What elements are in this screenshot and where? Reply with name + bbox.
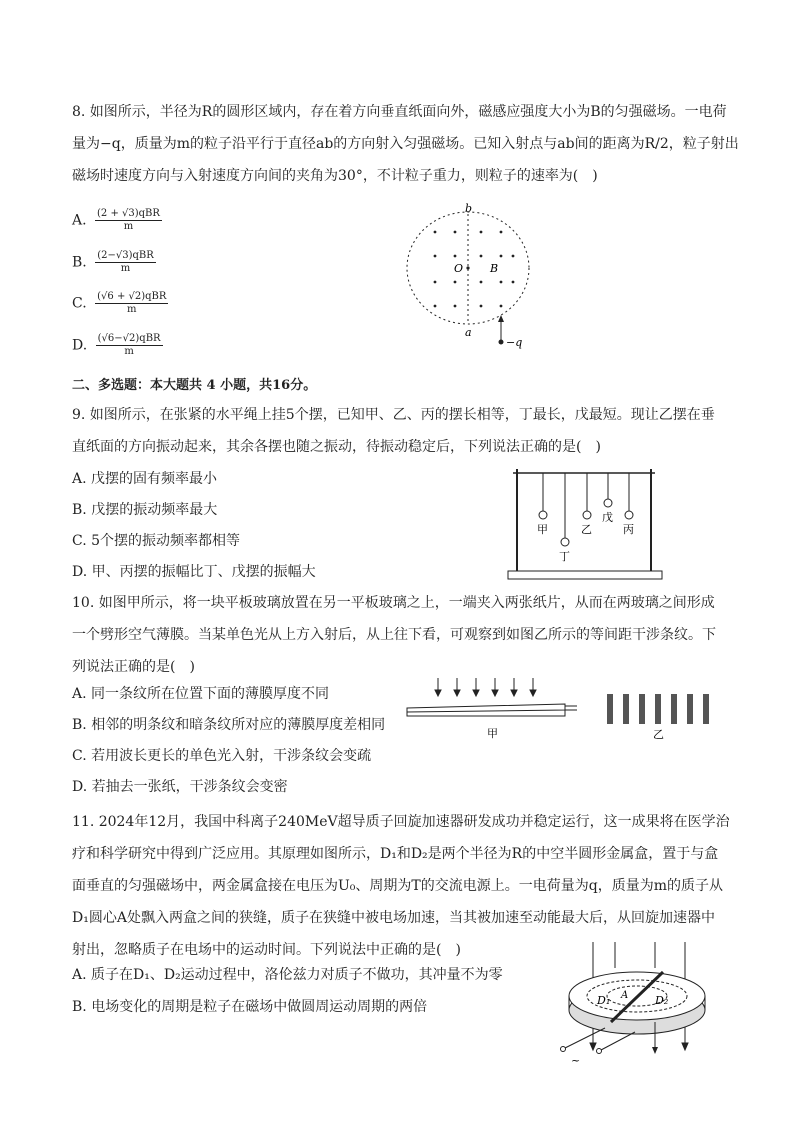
q11-line-5: 射出，忽略质子在电场中的运动时间。下列说法中正确的是( ) (72, 942, 461, 958)
q10-option-d[interactable]: D. 若抽去一张纸，干涉条纹会变密 (72, 779, 288, 795)
q9-line-1: 9. 如图所示，在张紧的水平绳上挂5个摆，已知甲、乙、丙的摆长相等，丁最长，戊最短。现让乙摆在垂 (72, 407, 715, 423)
label-bing: 丙 (623, 523, 634, 536)
q10-option-c[interactable]: C. 若用波长更长的单色光入射，干涉条纹会变疏 (72, 748, 372, 764)
ac-source-label: ~ (571, 1054, 581, 1066)
q11-line-1: 11. 2024年12月，我国中科离子240MeV超导质子回旋加速器研发成功并稳定运行，这一成果将在医学治 (72, 814, 730, 830)
label-jia: 甲 (487, 727, 498, 740)
q11-cyclotron-figure (555, 938, 715, 1066)
q9-line-2: 直纸面的方向振动起来，其余各摆也随之振动，待振动稳定后，下列说法正确的是( ) (72, 439, 601, 455)
label-charge: −q (506, 336, 523, 349)
question-8 (72, 96, 739, 192)
q8-option-a[interactable]: A. $\frac{\text{(2 + √3)qBR}}{m}$ (72, 208, 160, 232)
field-dots (434, 231, 515, 308)
q8-option-d[interactable]: D. $\frac{\text{(√6−√2)qBR}}{m}$ (72, 333, 161, 357)
q8-option-c-denominator: m (127, 304, 137, 315)
q11-option-b[interactable]: B. 电场变化的周期是粒子在磁场中做圆周运动周期的两倍 (72, 999, 428, 1015)
label-yi: 乙 (653, 728, 664, 741)
q8-line-1: 8. 如图所示，半径为R的圆形区域内，存在着方向垂直纸面向外，磁感应强度大小为B的匀强磁场。一电荷 (72, 104, 727, 120)
q8-option-c[interactable]: C. $\frac{\text{(√6 + √2)qBR}}{m}$ (72, 291, 167, 315)
light-arrows (435, 678, 536, 696)
particle-dot (499, 340, 504, 345)
q8-option-d-numerator: (√6−√2)qBR (97, 333, 161, 344)
q11-line-4: D₁圆心A处飘入两盒之间的狭缝，质子在狭缝中被电场加速，当其被加速至动能最大后，从回旋加速器中 (72, 910, 715, 926)
section-multiple-choice-heading: 二、多选题：本大题共 4 小题，共16分。 (72, 378, 317, 393)
pendulum-yi (583, 511, 591, 519)
q8-option-a-numerator: (2 + √3)qBR (97, 208, 160, 219)
q10-line-3: 列说法正确的是( ) (72, 659, 195, 675)
glass-top (407, 704, 565, 712)
q9-option-b[interactable]: B. 戊摆的振动频率最大 (72, 502, 218, 518)
pendulum-jia (539, 511, 547, 519)
label-a: a (465, 326, 472, 339)
label-b: b (465, 202, 473, 215)
pendulum-ding (561, 538, 569, 546)
label-d2: D₂ (655, 994, 669, 1007)
q10-line-2: 一个劈形空气薄膜。当某单色光从上方入射后，从上往下看，可观察到如图乙所示的等间距干涉条纹。下 (72, 627, 716, 643)
label-field-b: B (490, 262, 499, 275)
label-wu: 戊 (602, 511, 613, 524)
q9-option-a[interactable]: A. 戊摆的固有频率最小 (72, 471, 218, 487)
pendulum-wu (604, 499, 612, 507)
q8-magnetic-field-figure (405, 200, 565, 360)
base (508, 571, 662, 579)
label-yi: 乙 (581, 523, 592, 536)
q8-line-3: 磁场时速度方向与入射速度方向间的夹角为30°，不计粒子重力，则粒子的速率为( ) (72, 168, 598, 184)
label-ding: 丁 (559, 550, 570, 563)
q8-option-b[interactable]: B. $\frac{\text{(2−√3)qBR}}{m}$ (72, 250, 154, 274)
q8-option-a-denominator: m (123, 221, 134, 232)
label-d1: D₁ (597, 994, 611, 1007)
label-o: O (454, 262, 464, 275)
pendulum-bing (625, 511, 633, 519)
label-jia: 甲 (537, 523, 548, 536)
q8-option-c-numerator: (√6 + √2)qBR (97, 291, 167, 302)
q8-option-b-denominator: m (120, 263, 131, 274)
q10-line-1: 10. 如图甲所示，将一块平板玻璃放置在另一平板玻璃之上，一端夹入两张纸片，从而在两玻璃之间形成 (72, 595, 715, 611)
label-a: A (621, 990, 629, 1001)
q9-option-d[interactable]: D. 甲、丙摆的振幅比丁、戊摆的振幅大 (72, 564, 316, 580)
q8-line-2: 量为−q，质量为m的粒子沿平行于直径ab的方向射入匀强磁场。已知入射点与ab间的距离为R/2，粒子射出 (72, 136, 739, 152)
q8-option-b-numerator: (2−√3)qBR (97, 250, 154, 261)
q11-line-2: 疗和科学研究中得到广泛应用。其原理如图所示，D₁和D₂是两个半径为R的中空半圆形金属盒，置于与盒 (72, 846, 719, 862)
q10-option-a[interactable]: A. 同一条纹所在位置下面的薄膜厚度不同 (72, 686, 330, 702)
fringes (607, 694, 709, 724)
q9-option-c[interactable]: C. 5个摆的振动频率都相等 (72, 533, 241, 549)
q10-interference-figure (405, 674, 715, 749)
q10-option-b[interactable]: B. 相邻的明条纹和暗条纹所对应的薄膜厚度差相同 (72, 717, 386, 733)
q9-pendulum-figure (505, 463, 665, 581)
q11-line-3: 面垂直的匀强磁场中，两金属盒接在电压为U₀、周期为T的交流电源上。一电荷量为q，质量为m的质子从 (72, 878, 723, 894)
question-10 (72, 587, 722, 683)
question-9 (72, 399, 722, 463)
q8-option-d-denominator: m (124, 346, 134, 357)
q11-option-a[interactable]: A. 质子在D₁、D₂运动过程中，洛伦兹力对质子不做功，其冲量不为零 (72, 967, 503, 983)
